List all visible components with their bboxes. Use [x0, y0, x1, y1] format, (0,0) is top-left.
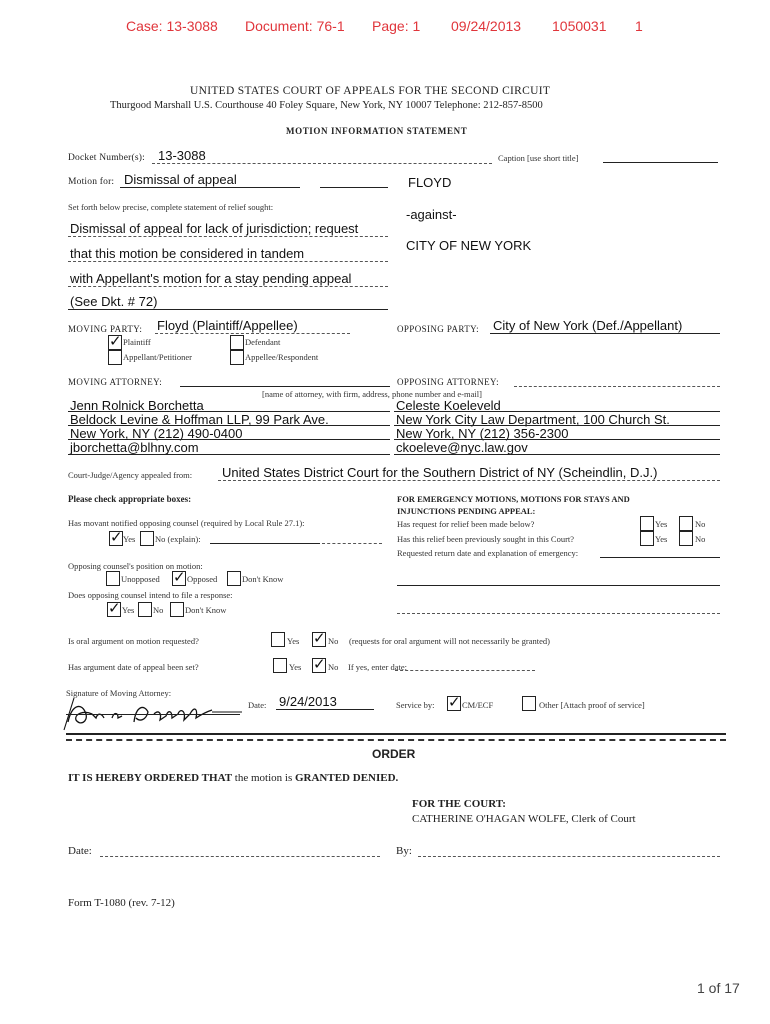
- moving-attorney-line-3: New York, NY (212) 490-0400: [70, 426, 243, 441]
- q1-no-checkbox[interactable]: [679, 516, 693, 531]
- form-title: MOTION INFORMATION STATEMENT: [286, 126, 468, 136]
- response-yes-checkbox[interactable]: ✓: [108, 599, 121, 617]
- q2-yes-label: Yes: [655, 534, 668, 544]
- other-service-checkbox[interactable]: [522, 696, 536, 711]
- docket-value[interactable]: 13-3088: [158, 148, 206, 163]
- court-judge-label: Court-Judge/Agency appealed from:: [68, 470, 193, 480]
- oral-note: (requests for oral argument will not necessarily be granted): [349, 636, 550, 646]
- signature-label: Signature of Moving Attorney:: [66, 688, 172, 698]
- cmecf-checkbox[interactable]: ✓: [448, 693, 461, 711]
- order-denied: DENIED.: [352, 772, 399, 784]
- response-no-label: No: [153, 605, 164, 615]
- position-label: Opposing counsel's position on motion:: [68, 561, 203, 571]
- service-label: Service by:: [396, 700, 435, 710]
- emergency-q3: Requested return date and explanation of emergency:: [397, 548, 579, 558]
- relief-line-3: with Appellant's motion for a stay pending appeal: [70, 271, 352, 286]
- argument-date-label: Has argument date of appeal been set?: [68, 662, 199, 672]
- argdate-no-label: No: [328, 662, 339, 672]
- sig-date-label: Date:: [248, 700, 267, 710]
- moving-party-value[interactable]: Floyd (Plaintiff/Appellee): [157, 318, 298, 333]
- moving-party-label: MOVING PARTY:: [68, 324, 143, 334]
- emergency-q2: Has this relief been previously sought in this Court?: [397, 534, 575, 544]
- page-count: 1 of 17: [697, 980, 740, 996]
- opposing-attorney-line-2: New York City Law Department, 100 Church St.: [396, 412, 670, 427]
- notified-yes-label: Yes: [123, 534, 136, 544]
- header-document: Document: 76-1: [245, 18, 345, 34]
- opposing-attorney-label: OPPOSING ATTORNEY:: [397, 377, 499, 387]
- relief-label: Set forth below precise, complete statement of relief sought:: [68, 202, 274, 212]
- oral-yes-checkbox[interactable]: [271, 632, 285, 647]
- q1-yes-label: Yes: [655, 519, 668, 529]
- order-date-label: Date:: [68, 845, 92, 857]
- emergency-heading-2: INJUNCTIONS PENDING APPEAL:: [397, 506, 536, 516]
- caption-against: -against-: [406, 207, 457, 222]
- argdate-yes-label: Yes: [289, 662, 302, 672]
- response-dont-know-label: Don't Know: [185, 605, 227, 615]
- opposing-party-value[interactable]: City of New York (Def./Appellant): [493, 318, 683, 333]
- opposing-attorney-line-4: ckoeleve@nyc.law.gov: [396, 440, 528, 455]
- plaintiff-checkbox[interactable]: ✓: [109, 332, 122, 350]
- emergency-heading-1: FOR EMERGENCY MOTIONS, MOTIONS FOR STAYS AND: [397, 494, 630, 504]
- q2-no-checkbox[interactable]: [679, 531, 693, 546]
- order-prefix: IT IS HEREBY ORDERED THAT: [68, 772, 233, 784]
- appellant-checkbox[interactable]: [108, 350, 122, 365]
- argdate-enter-label: If yes, enter date:: [348, 662, 407, 672]
- q2-no-label: No: [695, 534, 706, 544]
- response-no-checkbox[interactable]: [138, 602, 152, 617]
- docket-label: Docket Number(s):: [68, 153, 146, 163]
- opposing-attorney-line-3: New York, NY (212) 356-2300: [396, 426, 569, 441]
- defendant-label: Defendant: [245, 337, 281, 347]
- header-date: 09/24/2013: [451, 18, 522, 34]
- order-by-label: By:: [396, 845, 412, 857]
- relief-line-1: Dismissal of appeal for lack of jurisdiction; request: [70, 221, 359, 236]
- for-the-court: FOR THE COURT:: [412, 798, 506, 810]
- oral-no-checkbox[interactable]: ✓: [313, 629, 326, 647]
- caption-party2: CITY OF NEW YORK: [406, 238, 532, 253]
- response-yes-label: Yes: [122, 605, 135, 615]
- motion-for-value[interactable]: Dismissal of appeal: [124, 172, 237, 187]
- q2-yes-checkbox[interactable]: [640, 531, 654, 546]
- clerk-name: CATHERINE O'HAGAN WOLFE, Clerk of Court: [412, 813, 636, 825]
- defendant-checkbox[interactable]: [230, 335, 244, 350]
- left-heading: Please check appropriate boxes:: [68, 494, 192, 504]
- response-label: Does opposing counsel intend to file a response:: [68, 590, 233, 600]
- opposed-label: Opposed: [187, 574, 218, 584]
- motion-for-label: Motion for:: [68, 177, 115, 187]
- order-granted: GRANTED: [294, 772, 350, 784]
- order-mid: the motion is: [232, 772, 295, 784]
- order-title: ORDER: [372, 747, 416, 761]
- header-page: Page: 1: [372, 18, 421, 34]
- opposing-party-label: OPPOSING PARTY:: [397, 324, 480, 334]
- oral-yes-label: Yes: [287, 636, 300, 646]
- appellee-label: Appellee/Respondent: [245, 352, 319, 362]
- relief-line-4: (See Dkt. # 72): [70, 294, 158, 309]
- opposing-attorney-line-1: Celeste Koeleveld: [396, 398, 501, 413]
- argdate-yes-checkbox[interactable]: [273, 658, 287, 673]
- plaintiff-label: Plaintiff: [123, 337, 151, 347]
- order-text: [68, 772, 398, 784]
- header-id: 1050031: [552, 18, 607, 34]
- q1-yes-checkbox[interactable]: [640, 516, 654, 531]
- dont-know-checkbox[interactable]: [227, 571, 241, 586]
- cmecf-label: CM/ECF: [462, 700, 494, 710]
- moving-attorney-label: MOVING ATTORNEY:: [68, 377, 163, 387]
- notified-yes-checkbox[interactable]: ✓: [110, 528, 123, 546]
- court-judge-value[interactable]: United States District Court for the Southern District of NY (Scheindlin, D.J.): [222, 465, 658, 480]
- emergency-q1: Has request for relief been made below?: [397, 519, 535, 529]
- dont-know-label: Don't Know: [242, 574, 284, 584]
- moving-attorney-line-2: Beldock Levine & Hoffman LLP, 99 Park Ave.: [70, 412, 329, 427]
- notified-label: Has movant notified opposing counsel (required by Local Rule 27.1):: [68, 518, 305, 528]
- oral-no-label: No: [328, 636, 339, 646]
- opposed-checkbox[interactable]: ✓: [173, 568, 186, 586]
- oral-label: Is oral argument on motion requested?: [68, 636, 199, 646]
- other-service-label: Other [Attach proof of service]: [539, 700, 645, 710]
- unopposed-checkbox[interactable]: [106, 571, 120, 586]
- caption-label: Caption [use short title]: [498, 153, 579, 163]
- court-address: Thurgood Marshall U.S. Courthouse 40 Foley Square, New York, NY 10007 Telephone: 212-857-8500: [110, 100, 543, 111]
- argdate-no-checkbox[interactable]: ✓: [313, 655, 326, 673]
- q1-no-label: No: [695, 519, 706, 529]
- unopposed-label: Unopposed: [121, 574, 160, 584]
- moving-attorney-line-1: Jenn Rolnick Borchetta: [70, 398, 204, 413]
- appellee-checkbox[interactable]: [230, 350, 244, 365]
- sig-date-value[interactable]: 9/24/2013: [279, 694, 337, 709]
- header-num: 1: [635, 18, 643, 34]
- response-dont-know-checkbox[interactable]: [170, 602, 184, 617]
- appellant-label: Appellant/Petitioner: [123, 352, 192, 362]
- form-number: Form T-1080 (rev. 7-12): [68, 897, 175, 909]
- moving-attorney-line-4: jborchetta@blhny.com: [70, 440, 199, 455]
- caption-party1: FLOYD: [408, 175, 452, 190]
- notified-no-checkbox[interactable]: [140, 531, 154, 546]
- notified-no-label: No (explain):: [155, 534, 201, 544]
- court-title: UNITED STATES COURT OF APPEALS FOR THE SECOND CIRCUIT: [190, 85, 551, 97]
- header-case: Case: 13-3088: [126, 18, 218, 34]
- attorney-note: [name of attorney, with firm, address, phone number and e-mail]: [262, 389, 482, 399]
- relief-line-2: that this motion be considered in tandem: [70, 246, 305, 261]
